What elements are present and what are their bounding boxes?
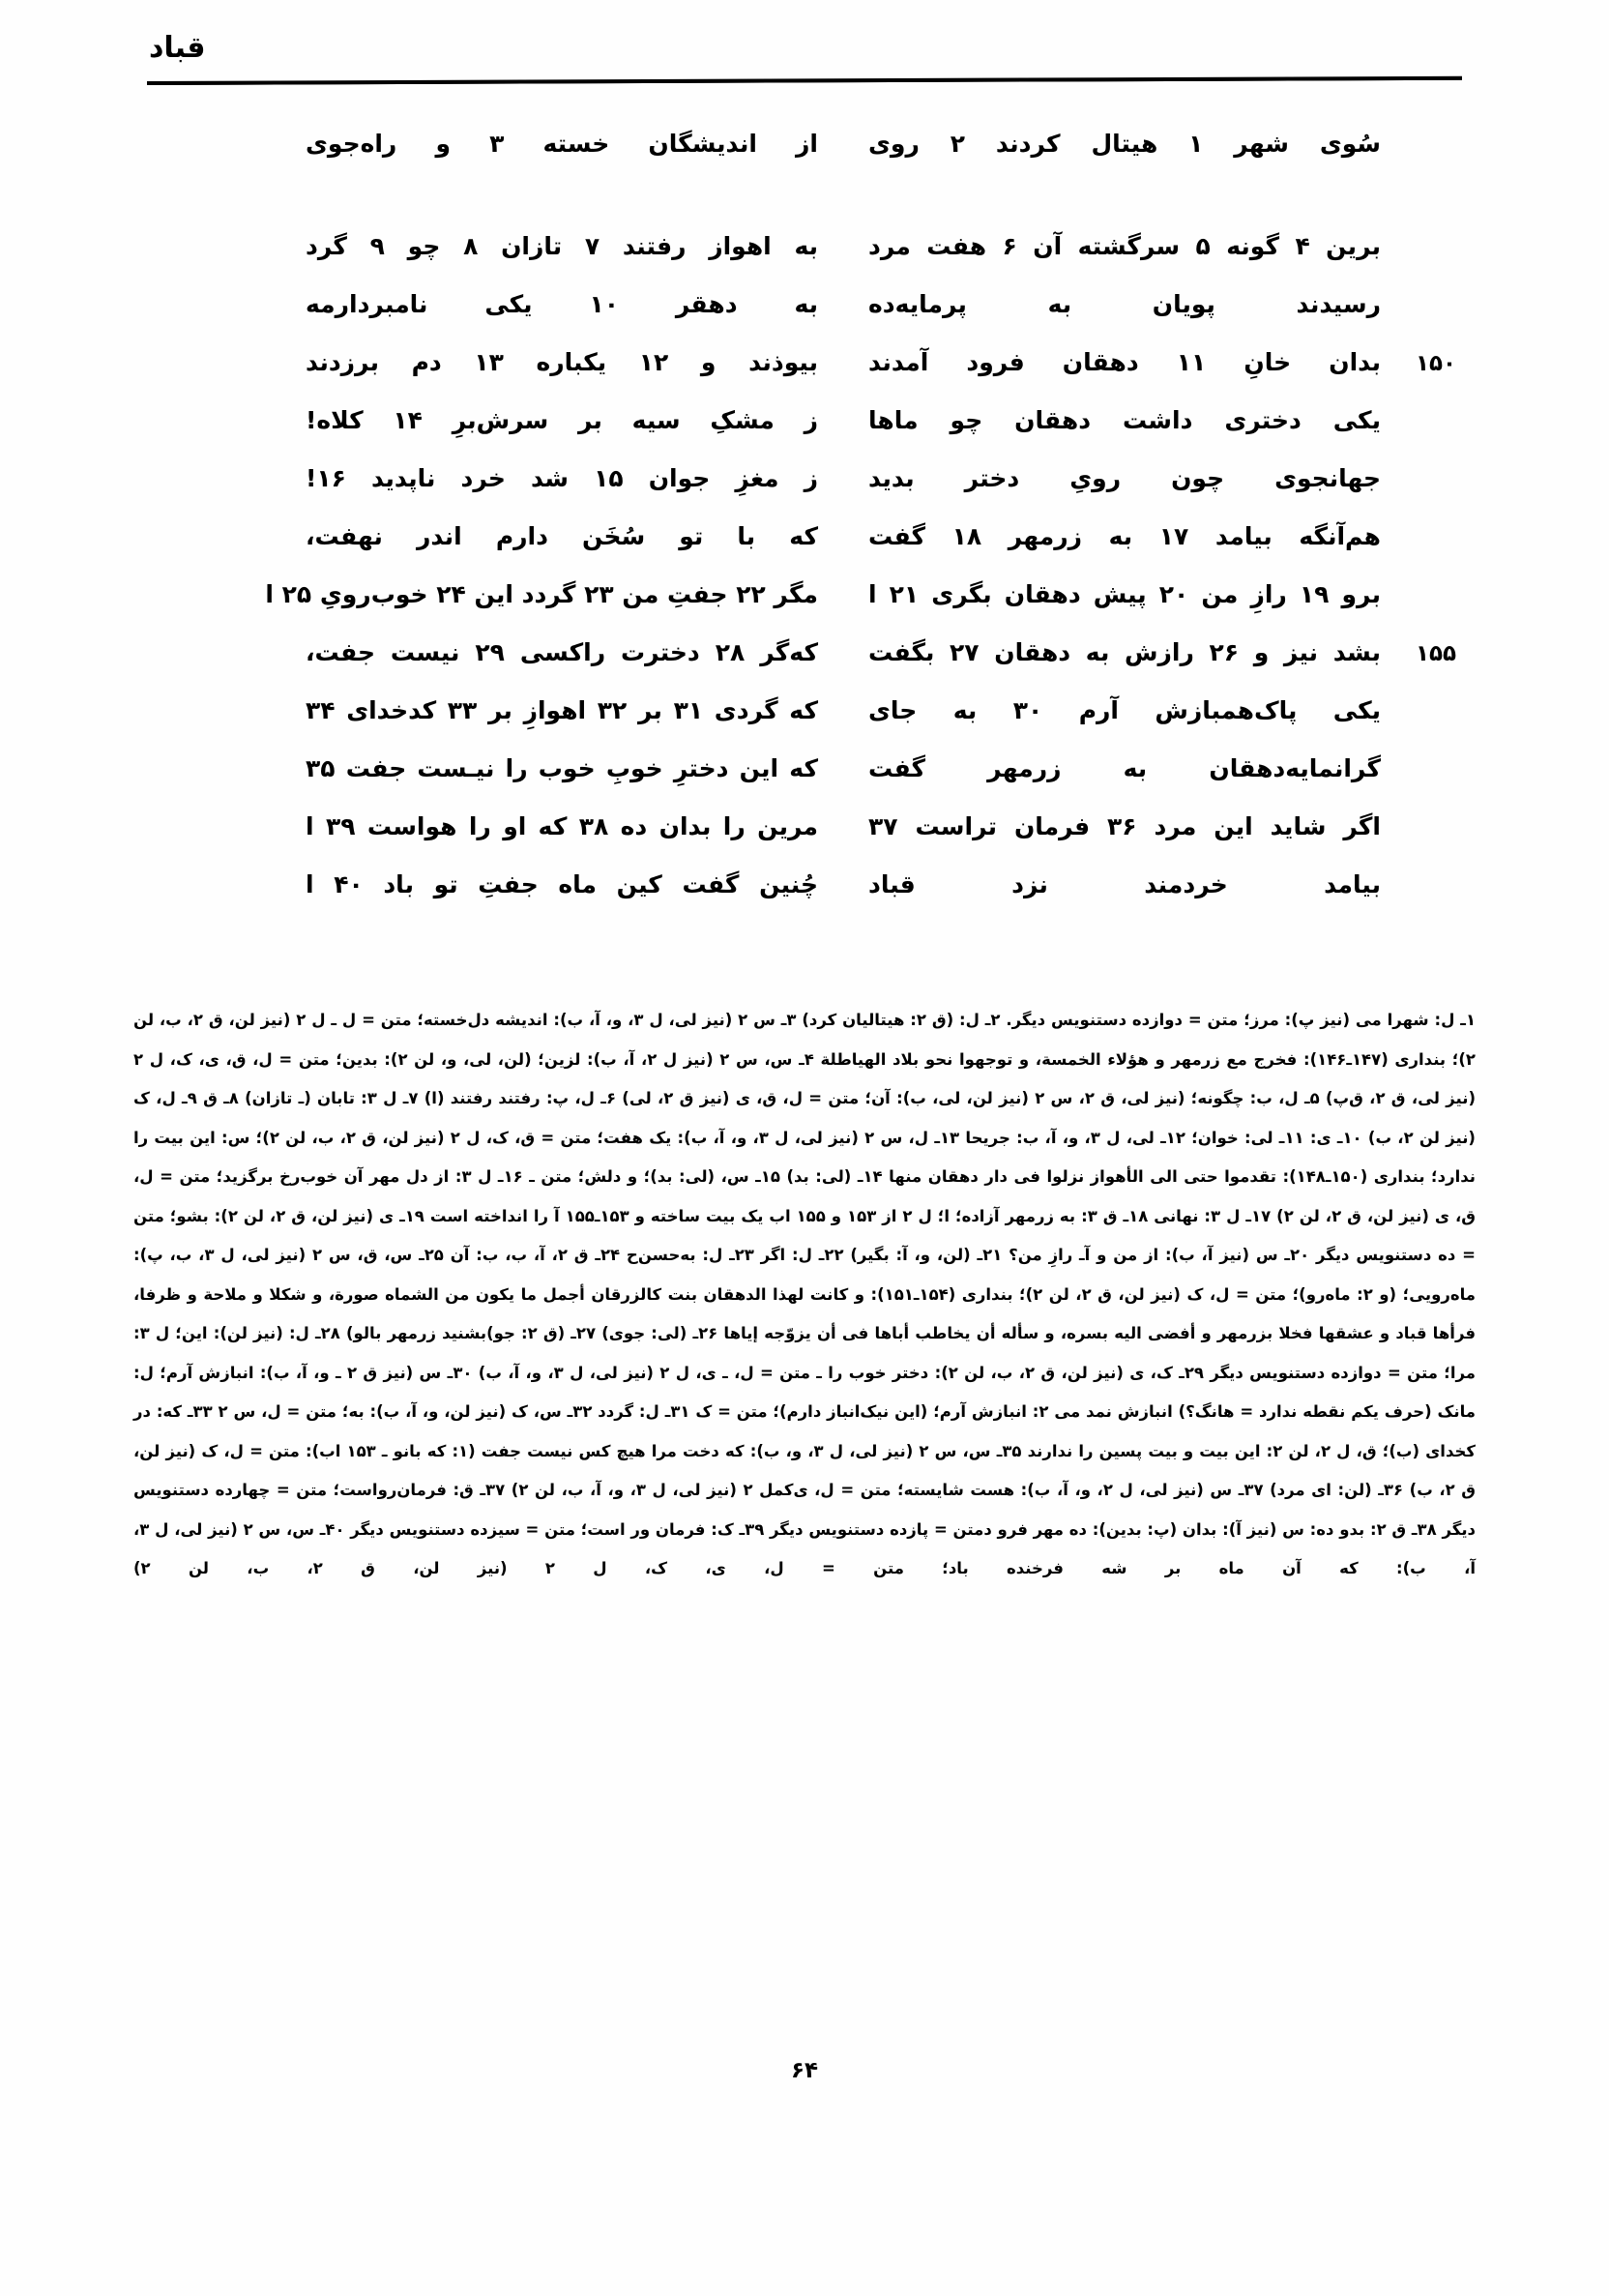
verse-line: [135, 683, 1474, 741]
hemistich-right: اگر شاید این مرد ۳۶ فرمان تراست ۳۷: [868, 812, 1382, 840]
verse-line: [135, 335, 1474, 393]
hemistich-left: به اهواز رفتند ۷ تازان ۸ چو ۹ گرد: [306, 232, 819, 260]
page-number: ۶۴: [790, 2058, 819, 2083]
verse-line: [135, 509, 1474, 567]
hemistich-right: جهانجوی چون رویِ دختر بدید: [868, 464, 1381, 492]
critical-apparatus: ۱ـ ل: شهرا می (نیز پ): مرز؛ متن = دوازده دستنویس دیگر. ۲ـ ل: (ق ۲: هیتالیان کرد) ۳ـ س ۲ (نیز لی، ل ۳، و، آ، ب): اندیشه دل‌خسته؛ متن = ل ـ ل ۲ (نیز لن، ق ۲، ب، لن ۲)؛ بنداری (۱۴۷ـ۱۴۶): فخرج مع زرمهر و هؤلاء الخمسة، و توجهوا نحو بلاد الهیاطلة ۴ـ س، س ۲ (نیز ل ۲، آ، ب): لزین؛ (لن، لی، و، لن ۲): بدین؛ متن = ل، ق، ی، ک، ل ۲ (نیز لی، ق ۲، ق‌پ) ۵ـ ل، ب: چگونه؛ (نیز لی، ق ۲، س ۲ (نیز لن، لی، ب): آن؛ متن = ل، ق، ی (نیز ق ۲، لی) ۶ـ ل، پ: رفتند رفتند (ا) ۷ـ ل ۳: تابان (ـ تازان) ۸ـ ق ۹ـ ل، ک (نیز لن ۲، ب) ۱۰ـ ی: ۱۱ـ لی: خوان؛ ۱۲ـ لی، ل ۳، و، آ، ب: جریحا ۱۳ـ ل، س ۲ (نیز لی، ل ۳، و، آ، ب): یک هفت؛ متن = ق، ک، ل ۲ (نیز لن، ق ۲، ب، لن ۲)؛ س: این بیت را ندارد؛ بنداری (۱۵۰ـ۱۴۸): تقدموا حتی الی الأهواز نزلوا فی دار دهقان منها ۱۴ـ (لی: بد) ۱۵ـ س، (لی: بد)؛ و دلش؛ متن ـ ۱۶ـ ل ۳: از دل مهر آن خوب‌رخ برگزید؛ متن = ل، ق، ی (نیز لن، ق ۲، لن ۲) ۱۷ـ ل ۳: نهانی ۱۸ـ ق ۳: به زرمهر آزاده؛ ا؛ ل ۲ از ۱۵۳ و ۱۵۵ ا‌ب یک بیت ساخته و ۱۵۳ـ۱۵۵ آ را انداخته است ۱۹ـ ی (نیز لن، ق ۲، لن ۲): بشو؛ متن = ده دستنویس دیگر ۲۰ـ س (نیز آ، ب): از من و آ‌ـ رازِ من؟ ۲۱ـ (لن، و، آ: بگیر) ۲۲ـ ل: اگر ۲۳ـ ل: به‌حسن‌ح ۲۴ـ ق ۲، آ، ب، ب: آن ۲۵ـ س، ق، س ۲ (نیز لی، ل ۳، ب، پ): ماه‌رویی؛ (و ۲: ماه‌رو)؛ متن = ل، ک (نیز لن، ق ۲، لن ۲)؛ بنداری (۱۵۴ـ۱۵۱): و کانت لهذا الدهقان بنت کالزرقان أجمل ما یکون من الشماه صورة، و شکلا و ملاحة و ظرفا، فرأها قباد و عشقها فخلا بزرمهر و أفضی الیه بسره، و سأله أن یخاطب أباها فی أن یزوّجه إیاها ۲۶ـ (لی: جوی) ۲۷ـ (ق ۲: جو)‌بشنید زرمهر بالو) ۲۸ـ ل: (نیز لن): این؛ ل ۳: مرا؛ متن = دوازده دستنویس دیگر ۲۹ـ ک، ی (نیز لن، ق ۲، ب، لن ۲): دختر خوب را ـ متن = ل، ـ ی، ل ۲ (نیز لی، ل ۳، و، آ، ب) ۳۰ـ س (نیز ق ۲ ـ و، آ، ب): انبازش آرم؛ ل: مانک (حرف یکم نقطه ندارد = هانگ؟) انبازش نمد می ۲: انبازش آرم؛ (این نیک‌انباز دارم)؛ متن = ک ۳۱ـ ل: گردد ۳۲ـ س، ک (نیز لن، و، آ، ب): به؛ متن = ل، س ۲ ۳۳ـ که: در کخدای (ب)؛ ق، ل ۲، لن ۲: این بیت و بیت پسین را ندارند ۳۵ـ س، س ۲ (نیز لی، ل ۳، و، ب): که دخت مرا هیچ کس نیست جفت (۱: که بانو ـ ۱۵۳ ا‌ب): متن = ل، ک (نیز لن، ق ۲، ب) ۳۶ـ (لن: ای مرد) ۳۷ـ س (نیز لی، ل ۲، و، آ، ب): هست شایسته؛ متن = ل، ی‌کمل ۲ (نیز لی، ل ۳، و، آ، ب، لن ۲) ۳۷ـ ق: فرمان‌رواست؛ متن = چهارده دستنویس دیگر ۳۸ـ ق ۲: بدو ده: س (نیز آ): بدان (پ: بدین): ده مهر فرو دمتن = پازده دستنویس دیگر ۳۹ـ ک: فرمان ور است؛ متن = سیزده دستنویس دیگر ۴۰ـ س، س ۲ (نیز لی، ل ۳، آ، ب): که آن ماه بر شه فرخنده باد؛ متن = ل، ی، ک، ل ۲ (نیز لن، ق ۲، ب، لن ۲): [133, 1011, 1477, 1577]
hemistich-left: به دهقر ۱۰ یکی نامبردارمه: [306, 290, 818, 318]
verse-line: [135, 857, 1474, 915]
hemistich-left: که گردی ۳۱ بر ۳۲ اهوازِ بر ۳۳ کدخدای ۳۴: [306, 696, 818, 724]
hemistich-left: بیوذند و ۱۲ یکباره ۱۳ دم برزدند: [306, 348, 818, 376]
verse-line: [135, 625, 1474, 683]
verse-line: [135, 393, 1474, 451]
hemistich-right: سُوی شهر ۱ هیتال کردند ۲ روی: [868, 130, 1381, 158]
hemistich-left: مگر ۲۲ جفتِ من ۲۳ گردد این ۲۴ خوب‌رویِ ۲۵ ا: [265, 580, 818, 608]
hemistich-right: بشد نیز و ۲۶ رازش به دهقان ۲۷ بگفت: [868, 638, 1381, 666]
verse-line: [135, 741, 1474, 799]
hemistich-right: برو ۱۹ رازِ من ۲۰ پیش دهقان بگری ۲۱ ا: [868, 580, 1381, 608]
hemistich-right: گرانمایه‌دهقان به زرمهر گفت: [868, 754, 1381, 782]
hemistich-left: که این دخترِ خوبِ خوب را نیـست جفت ۳۵: [306, 754, 818, 782]
hemistich-left: مرین را بدان ده ۳۸ که او را هواست ۳۹ ا: [306, 812, 818, 840]
hemistich-left: چُنین گفت کین ماه جفتِ تو باد ۴۰ ا: [306, 870, 818, 898]
verse-line: [135, 219, 1474, 277]
hemistich-left: ز مغزِ جوان ۱۵ شد خرد ناپدید ۱۶!: [306, 464, 819, 492]
hemistich-right: یکی دختری داشت دهقان چو ماها: [868, 406, 1381, 434]
hemistich-left: که‌گر ۲۸ دخترت راکسی ۲۹ نیست جفت،: [306, 638, 818, 666]
hemistich-left: از اندیشگان خسته ۳ و راه‌جوی: [306, 130, 818, 158]
hemistich-left: ز مشکِ سیه بر سرش‌برِ ۱۴ کلاه!: [306, 406, 818, 434]
hemistich-right: برین ۴ گونه ۵ سرگشته آن ۶ هفت مرد: [868, 232, 1382, 260]
header-rule: [147, 76, 1462, 85]
verse-line: [135, 799, 1474, 857]
hemistich-right: هم‌آنگه بیامد ۱۷ به زرمهر ۱۸ گفت: [868, 522, 1381, 550]
hemistich-left: که با تو سُخَن دارم اندر نهفت،: [306, 522, 818, 550]
page-header: [143, 27, 1466, 77]
verse-block: [135, 116, 1474, 915]
hemistich-right: بدان خانِ ۱۱ دهقان فرود آمدند: [868, 348, 1382, 376]
verse-number: ۱۵۵: [1415, 641, 1457, 666]
verse-line: [135, 451, 1474, 509]
page-title: قباد: [149, 31, 206, 65]
verse-line: [135, 277, 1474, 335]
verse-line: [135, 116, 1474, 174]
hemistich-right: بیامد خردمند نزد قباد: [868, 870, 1381, 898]
verse-number: ۱۵۰: [1415, 351, 1457, 376]
verse-line: [135, 567, 1474, 625]
hemistich-right: رسیدند پویان به پرمایه‌ده: [868, 290, 1381, 318]
hemistich-right: یکی پاک‌همبازش آرم ۳۰ به جای: [868, 696, 1382, 724]
